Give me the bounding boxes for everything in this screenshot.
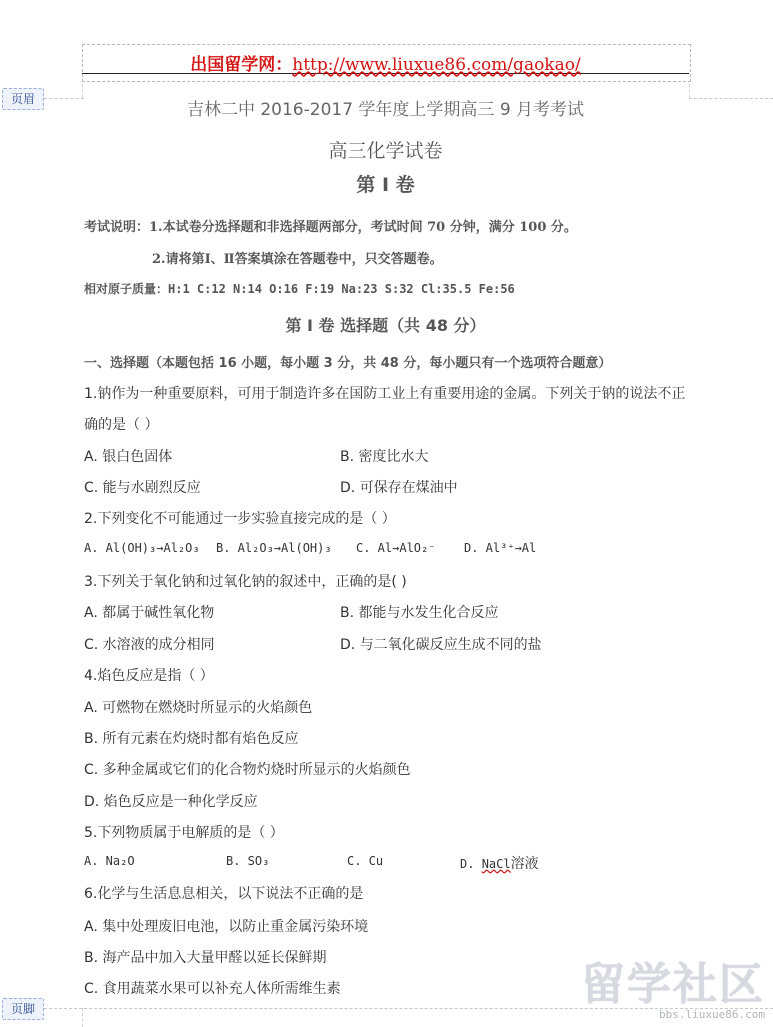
instruction-line-1: 考试说明：1.本试卷分选择题和非选择题两部分，考试时间 70 分钟，满分 100 分。 (84, 220, 577, 235)
q3-option-c: C. 水溶液的成分相同 (84, 637, 215, 653)
school-title: 吉林二中 2016-2017 学年度上学期高三 9 月考考试 (186, 100, 585, 120)
q3-option-b: B. 都能与水发生化合反应 (340, 605, 499, 621)
q5-option-d-formula: NaCl (481, 857, 511, 871)
q4-option-d: D. 焰色反应是一种化学反应 (84, 794, 258, 810)
q6-option-c: C. 食用蔬菜水果可以补充人体所需维生素 (84, 981, 341, 997)
section-heading: 第 I 卷 选择题（共 48 分） (285, 316, 486, 335)
q1-option-d: D. 可保存在煤油中 (340, 480, 458, 496)
q1-stem-1: 1.钠作为一种重要原料，可用于制造许多在国防工业上有重要用途的金属。下列关于钠的说法不正 (84, 386, 686, 402)
q3-option-a: A. 都属于碱性氧化物 (84, 605, 215, 621)
footer-tag[interactable]: 页脚 (2, 998, 44, 1020)
q2-option-c: C. Al→AlO₂⁻ (356, 541, 436, 555)
q5-option-c: C. Cu (347, 854, 384, 868)
subject-title: 高三化学试卷 (328, 140, 443, 162)
watermark-logo-text: 留学社区 (581, 959, 765, 1010)
volume-title: 第 I 卷 (356, 174, 415, 196)
q1-stem-2: 确的是（ ） (84, 417, 159, 433)
q3-stem: 3.下列关于氧化钠和过氧化钠的叙述中，正确的是( ) (84, 574, 407, 590)
watermark-url: bbs.liuxue86.com (659, 1008, 765, 1021)
margin-guide-bl (82, 1008, 83, 1027)
q1-option-c: C. 能与水剧烈反应 (84, 480, 201, 496)
q5-stem: 5.下列物质属于电解质的是（ ） (84, 825, 284, 841)
q6-option-a: A. 集中处理废旧电池，以防止重金属污染环境 (84, 919, 369, 935)
q6-stem: 6.化学与生活息息相关，以下说法不正确的是 (84, 886, 364, 902)
instruction-line-2: 2.请将第Ⅰ、Ⅱ答案填涂在答题卷中，只交答题卷。 (152, 252, 443, 267)
q5-option-a: A. Na₂O (84, 854, 135, 868)
q1-option-a: A. 银白色固体 (84, 449, 173, 465)
q2-option-d: D. Al³⁺→Al (464, 541, 537, 555)
header-divider (44, 98, 84, 99)
q6-option-b: B. 海产品中加入大量甲醛以延长保鲜期 (84, 950, 327, 966)
section-intro: 一、选择题（本题包括 16 小题，每小题 3 分，共 48 分，每小题只有一个选项符合题意） (84, 356, 612, 371)
header-link-prefix: 出国留学网： (190, 55, 293, 75)
q4-option-a: A. 可燃物在燃烧时所显示的火焰颜色 (84, 700, 313, 716)
atomic-masses: 相对原子质量：H:1 C:12 N:14 O:16 F:19 Na:23 S:32 Cl:35.5 Fe:56 (84, 282, 515, 296)
q4-option-c: C. 多种金属或它们的化合物灼烧时所显示的火焰颜色 (84, 762, 411, 778)
q3-option-d: D. 与二氧化碳反应生成不同的盐 (340, 637, 542, 653)
q5-option-b: B. SO₃ (226, 854, 270, 868)
q5-option-d-prefix: D. (460, 857, 482, 871)
header-link-url[interactable]: http://www.liuxue86.com/gaokao/ (292, 55, 581, 75)
header-tag[interactable]: 页眉 (2, 88, 44, 110)
q4-option-b: B. 所有元素在灼烧时都有焰色反应 (84, 731, 299, 747)
q2-option-b: B. Al₂O₃→Al(OH)₃ (216, 541, 332, 555)
q4-stem: 4.焰色反应是指（ ） (84, 668, 214, 684)
q2-stem: 2.下列变化不可能通过一步实验直接完成的是（ ） (84, 511, 396, 527)
header-link[interactable] (82, 50, 689, 75)
header-divider-right (689, 98, 773, 99)
q1-option-b: B. 密度比水大 (340, 449, 429, 465)
q2-option-a: A. Al(OH)₃→Al₂O₃ (84, 541, 200, 555)
watermark (581, 959, 765, 1021)
margin-guide-tr (689, 84, 690, 98)
q5-option-d-suffix: 溶液 (510, 856, 539, 872)
q5-option-d (460, 853, 539, 873)
